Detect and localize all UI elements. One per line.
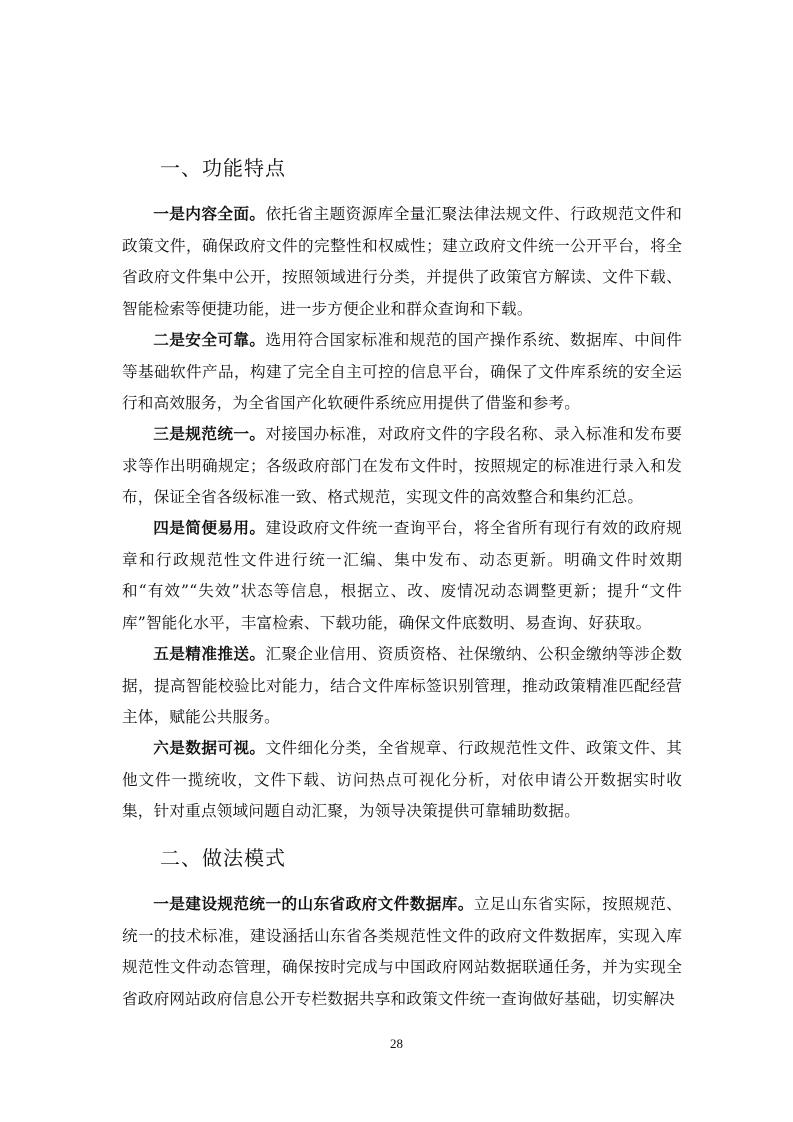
section-heading-features: 一、功能特点 <box>160 156 286 180</box>
section-heading-methods: 二、做法模式 <box>160 846 286 870</box>
paragraph-standard-unified <box>122 418 682 514</box>
paragraph-lead: 一是内容全面。 <box>153 204 266 223</box>
paragraph-text: 文件细化分类，全省规章、行政规范性文件、政策文件、其他文件一揽统收，文件下载、访问热点可视化分析，对依申请公开数据实时收集，针对重点领域问题自动汇聚，为领导决策提供可靠辅助数据。 <box>122 739 682 820</box>
paragraph-build-database <box>122 888 682 1015</box>
paragraph-precise-push <box>122 638 682 734</box>
paragraph-data-visual <box>122 732 682 828</box>
paragraph-lead: 二是安全可靠。 <box>153 330 266 349</box>
paragraph-lead: 六是数据可视。 <box>153 738 266 757</box>
paragraph-text: 汇聚企业信用、资质资格、社保缴纳、公积金缴纳等涉企数据，提高智能校验比对能力，结合文件库标签识别管理，推动政策精准匹配经营主体，赋能公共服务。 <box>122 645 682 726</box>
paragraph-lead: 三是规范统一。 <box>153 424 266 443</box>
paragraph-easy-to-use <box>122 512 682 639</box>
paragraph-content-complete <box>122 198 682 325</box>
paragraph-lead: 四是简便易用。 <box>153 518 266 537</box>
page-number: 28 <box>390 1036 403 1051</box>
paragraph-text: 选用符合国家标准和规范的国产操作系统、数据库、中间件等基础软件产品，构建了完全自主可控的信息平台，确保了文件库系统的安全运行和高效服务，为全省国产化软硬件系统应用提供了借鉴和参考。 <box>122 331 682 412</box>
paragraph-text: 立足山东省实际，按照规范、统一的技术标准，建设涵括山东省各类规范性文件的政府文件数据库，实现入库规范性文件动态管理，确保按时完成与中国政府网站数据联通任务，并为实现全省政府网站政府信息公开专栏数据共享和政策文件统一查询做好基础，切实解决 <box>122 895 682 1008</box>
paragraph-text: 对接国办标准，对政府文件的字段名称、录入标准和发布要求等作出明确规定；各级政府部门在发布文件时，按照规定的标准进行录入和发布，保证全省各级标准一致、格式规范，实现文件的高效整合和集约汇总。 <box>122 425 682 506</box>
paragraph-secure-reliable <box>122 324 682 420</box>
paragraph-text: 建设政府文件统一查询平台，将全省所有现行有效的政府规章和行政规范性文件进行统一汇编、集中发布、动态更新。明确文件时效期和“有效”“失效”状态等信息，根据立、改、废情况动态调整更新；提升“文件库”智能化水平，丰富检索、下载功能，确保文件底数明、易查询、好获取。 <box>122 519 682 632</box>
paragraph-lead: 一是建设规范统一的山东省政府文件数据库。 <box>153 894 474 913</box>
paragraph-lead: 五是精准推送。 <box>153 644 266 663</box>
paragraph-text: 依托省主题资源库全量汇聚法律法规文件、行政规范文件和政策文件，确保政府文件的完整性和权威性；建立政府文件统一公开平台，将全省政府文件集中公开，按照领域进行分类，并提供了政策官方解读、文件下载、智能检索等便捷功能，进一步方便企业和群众查询和下载。 <box>122 205 682 318</box>
